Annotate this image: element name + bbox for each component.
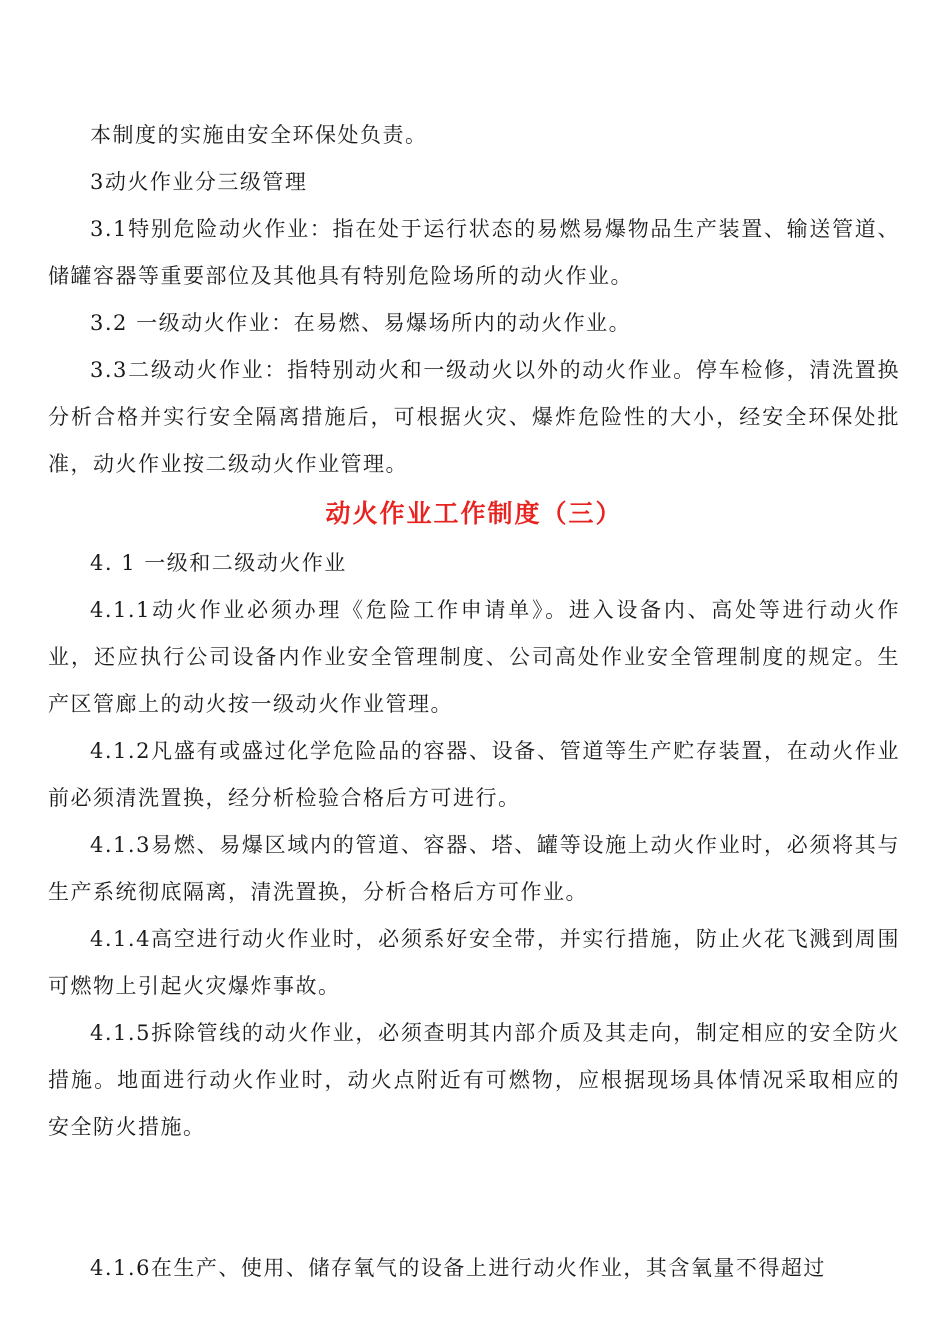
paragraph-4-1-4: 4.1.4高空进行动火作业时，必须系好安全带，并实行措施，防止火花飞溅到周围可燃物上引起火灾爆炸事故。	[48, 927, 900, 998]
document-page	[48, 112, 900, 1292]
paragraph-3-1: 3.1特别危险动火作业：指在处于运行状态的易燃易爆物品生产装置、输送管道、储罐容器等重要部位及其他具有特别危险场所的动火作业。	[48, 217, 900, 288]
section-heading: 动火作业工作制度（三）	[325, 499, 623, 528]
paragraph-section-3: 3动火作业分三级管理	[90, 170, 308, 194]
paragraph-responsibility: 本制度的实施由安全环保处负责。	[90, 123, 428, 147]
paragraph-4-1-6: 4.1.6在生产、使用、储存氧气的设备上进行动火作业，其含氧量不得超过	[90, 1256, 826, 1280]
paragraph-3-2: 3.2 一级动火作业：在易燃、易爆场所内的动火作业。	[90, 311, 632, 335]
paragraph-4-1-3: 4.1.3易燃、易爆区域内的管道、容器、塔、罐等设施上动火作业时，必须将其与生产系统彻底隔离，清洗置换，分析合格后方可作业。	[48, 833, 900, 904]
paragraph-4-1: 4. 1 一级和二级动火作业	[90, 551, 347, 575]
page-gap	[48, 1151, 900, 1245]
paragraph-4-1-2: 4.1.2凡盛有或盛过化学危险品的容器、设备、管道等生产贮存装置，在动火作业前必须清洗置换，经分析检验合格后方可进行。	[48, 739, 900, 810]
paragraph-3-3: 3.3二级动火作业：指特别动火和一级动火以外的动火作业。停车检修，清洗置换分析合格并实行安全隔离措施后，可根据火灾、爆炸危险性的大小，经安全环保处批准，动火作业按二级动火作业管理。	[48, 358, 900, 476]
paragraph-4-1-5: 4.1.5拆除管线的动火作业，必须查明其内部介质及其走向，制定相应的安全防火措施。地面进行动火作业时，动火点附近有可燃物，应根据现场具体情况采取相应的安全防火措施。	[48, 1021, 900, 1139]
paragraph-4-1-1: 4.1.1动火作业必须办理《危险工作申请单》。进入设备内、高处等进行动火作业，还应执行公司设备内作业安全管理制度、公司高处作业安全管理制度的规定。生产区管廊上的动火按一级动火作业管理。	[48, 598, 900, 716]
